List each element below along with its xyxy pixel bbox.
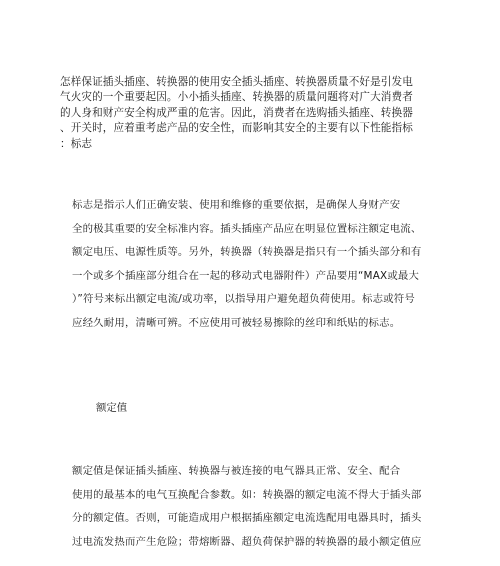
mark-section-paragraph: 标志是指示人们正确安装、使用和维修的重要依据，是确保人身财产安 全的极其重要的安全标准内容。插头插座产品应在明显位置标注额定电流、 额定电压、电源性质等。另外，转换器（转换器是指只有一个插头部分和有 一个或多个插座部分组合在一起的移动式电器附件）产品要用“MAX或最大 ）”符号来标出额定电流/或功率，以指导用户避免超负荷使用。标志或符号 应经久耐用，清晰可辨。不应使用可被轻易擦除的丝印和纸贴的标志。 — [72, 199, 422, 329]
rating-section-heading: 额定值 — [96, 402, 128, 414]
intro-paragraph: 怎样保证插头插座、转换器的使用安全插头插座、转换器质量不好是引发电 气火灾的一个重要起因。小小插头插座、转换器的质量问题将对广大消费者 的人身和财产安全构成严重的危害。因此，消费者在选购插头插座、转换器 、开关时，应着重考虑产品的安全性，而影响其安全的主要有以下性能指标 ：标志 — [60, 76, 413, 150]
rating-section-paragraph: 额定值是保证插头插座、转换器与被连接的电气器具正常、安全、配合 使用的最基本的电气互换配合参数。如：转换器的额定电流不得大于插头部 分的额定值。否则，可能造成用户根据插座额定电流选配用电器具时，插头 过电流发热而产生危险；带熔断器、超负荷保护器的转换器的最小额定值应 — [72, 465, 422, 548]
